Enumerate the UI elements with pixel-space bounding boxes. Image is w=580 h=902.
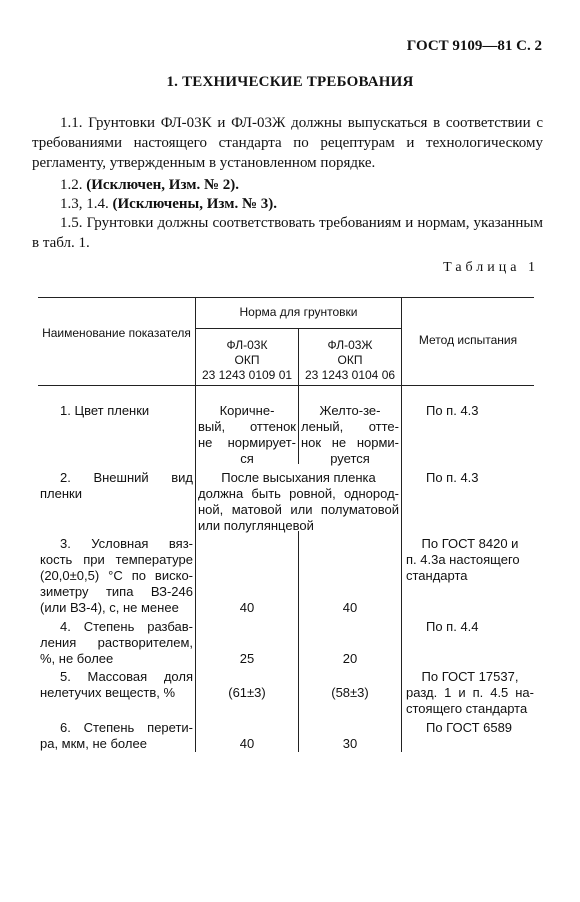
col-zh-okp: ОКП: [337, 353, 363, 367]
paragraph-1-3-1-4: [60, 196, 277, 213]
row-2-name-line-2: пленки: [40, 486, 82, 501]
page-header-doc-ref: ГОСТ 9109—81 С. 2: [406, 38, 542, 54]
row-3-method-line-2: п. 4.3а настоящего: [406, 552, 520, 567]
row-2-method: По п. 4.3: [426, 470, 479, 485]
row-5-method: [406, 669, 534, 717]
table-vline-3: [401, 297, 402, 752]
row-4-name-line-1: 4. Степень разбав-: [60, 619, 193, 634]
row-6-zh: 30: [342, 736, 358, 751]
paragraph-1-1: 1.1. Грунтовки ФЛ-03К и ФЛ-03Ж должны выпускаться в соответствии с требованиями настоящего стандарта по рецептурам и технологическому регламенту, утвержденным в установленном порядке.: [32, 115, 543, 171]
row-1-zh-line-1: Желто-зе-: [319, 403, 381, 418]
row-1-k-line-2: вый, оттенок: [198, 419, 296, 434]
row-2-merged-line-4: или полуглянцевой: [198, 518, 314, 533]
row-4-name: [40, 619, 193, 667]
row-3-k: 40: [239, 600, 255, 615]
row-1-zh-line-4: руется: [330, 451, 370, 466]
paragraph-1-5: 1.5. Грунтовки должны соответствовать требованиям и нормам, указанным в табл. 1.: [32, 215, 543, 251]
row-5-name-line-1: 5. Массовая доля: [60, 669, 193, 684]
paragraph-1-2-number: 1.2.: [60, 177, 87, 193]
table-header-rule: [38, 385, 534, 386]
col-k-okp: ОКП: [234, 353, 260, 367]
table-header-norm-group: Норма для грунтовки: [239, 305, 358, 319]
row-3-name-line-5: (или ВЗ-4), с, не менее: [40, 600, 179, 615]
row-3-method-line-1: По ГОСТ 8420 и: [421, 536, 519, 551]
paragraph-1-3-number: 1.3, 1.4.: [60, 196, 113, 212]
row-3-method-line-3: стандарта: [406, 568, 468, 583]
row-1-zh-line-3: нок не норми-: [301, 435, 399, 450]
row-5-zh: (58±3): [331, 685, 369, 700]
row-5-method-line-2: разд. 1 и п. 4.5 на-: [406, 685, 534, 700]
row-4-zh: 20: [342, 651, 358, 666]
row-6-name-line-2: ра, мкм, не более: [40, 736, 147, 751]
row-6-k: 40: [239, 736, 255, 751]
row-6-method: По ГОСТ 6589: [426, 720, 513, 735]
col-k-code: 23 1243 0109 01: [201, 368, 293, 382]
row-1-k-line-4: ся: [240, 451, 254, 466]
row-4-name-line-3: %, не более: [40, 651, 114, 666]
paragraph-1-2-note: (Исключен, Изм. № 2).: [86, 177, 240, 193]
row-3-name-line-3: (20,0±0,5) °С по виско-: [40, 568, 193, 583]
row-2-merged-line-3: ной, матовой или полуматовой: [198, 502, 399, 517]
table-vline-2-lower: [298, 531, 299, 752]
row-5-name: [40, 669, 193, 701]
row-3-name-line-1: 3. Условная вяз-: [60, 536, 193, 551]
row-3-name-line-2: кость при температуре: [40, 552, 193, 567]
row-2-merged-line-1: После высыхания пленка: [221, 470, 376, 485]
row-1-zh-line-2: леный, отте-: [301, 419, 399, 434]
row-6-name: [40, 720, 193, 752]
row-4-name-line-2: ления растворителем,: [40, 635, 193, 650]
row-6-name-line-1: 6. Степень перети-: [60, 720, 193, 735]
col-k-name: ФЛ-03К: [226, 338, 268, 352]
col-zh-code: 23 1243 0104 06: [304, 368, 396, 382]
row-2-name: [40, 470, 193, 502]
table-header-col-k: [196, 338, 298, 383]
row-2-name-line-1: 2. Внешний вид: [60, 470, 193, 485]
row-1-method: По п. 4.3: [426, 403, 479, 418]
row-3-name-line-4: зиметру типа ВЗ-246: [40, 584, 193, 599]
row-3-method: [406, 536, 534, 584]
row-5-name-line-2: нелетучих веществ, %: [40, 685, 176, 700]
row-2-merged: [198, 470, 399, 534]
col-zh-name: ФЛ-03Ж: [327, 338, 373, 352]
row-4-k: 25: [239, 651, 255, 666]
row-1-k-line-3: не нормирует-: [198, 435, 296, 450]
row-5-method-line-3: стоящего стандарта: [406, 701, 528, 716]
table-header-col-zh: [299, 338, 401, 383]
table-top-rule: [38, 297, 534, 298]
row-1-name: 1. Цвет пленки: [60, 403, 150, 418]
table-header-method: Метод испытания: [418, 333, 518, 347]
row-1-k: [198, 403, 296, 467]
row-3-zh: 40: [342, 600, 358, 615]
section-title: 1. ТЕХНИЧЕСКИЕ ТРЕБОВАНИЯ: [166, 74, 414, 90]
table-header-indicator: Наименование показателя: [42, 326, 191, 340]
row-3-name: [40, 536, 193, 616]
row-1-k-line-1: Коричне-: [219, 403, 275, 418]
paragraph-1-3-note: (Исключены, Изм. № 3).: [112, 196, 278, 212]
row-1-zh: [301, 403, 399, 467]
row-2-merged-line-2: должна быть ровной, однород-: [198, 486, 399, 501]
row-5-method-line-1: По ГОСТ 17537,: [421, 669, 519, 684]
paragraph-1-2: [60, 177, 239, 194]
table-caption: Таблица 1: [443, 260, 539, 275]
row-4-method: По п. 4.4: [426, 619, 479, 634]
row-5-k: (61±3): [228, 685, 266, 700]
